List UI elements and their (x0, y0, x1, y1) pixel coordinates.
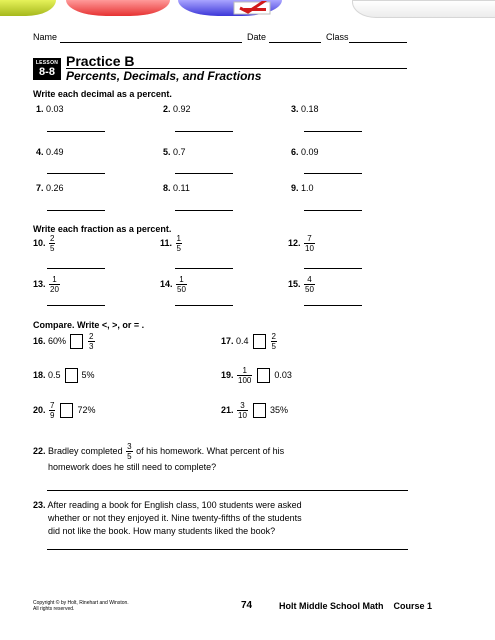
fraction: $\frac{7}{9}$ (50, 401, 55, 420)
check-mark-icon (226, 1, 282, 15)
answer-line-23[interactable] (47, 549, 408, 550)
compare-box[interactable] (253, 334, 266, 349)
item-13 (33, 275, 61, 294)
section3-instruction: Compare. Write <, >, or = . (33, 320, 145, 330)
answer-line-2[interactable] (175, 131, 233, 132)
item-8 (163, 183, 190, 193)
fraction: $\frac{1}{20}$ (50, 275, 59, 294)
item-number: 7. (36, 183, 44, 193)
item-16: 16. 60% $\frac{2}{3}$ (33, 332, 94, 351)
item-value: 0.03 (46, 104, 64, 114)
name-field-line[interactable] (60, 42, 242, 43)
item-19: 19. $\frac{1}{100}$ 0.03 (221, 366, 292, 385)
item-21: 21. $\frac{3}{10}$ 35% (221, 401, 288, 420)
item-number: 4. (36, 147, 44, 157)
item-number: 15. (288, 278, 301, 289)
item-number: 3. (291, 104, 299, 114)
answer-line-11[interactable] (175, 268, 233, 269)
item-number: 16. (33, 335, 46, 346)
answer-line-13[interactable] (47, 305, 105, 306)
problem-22-line1: 22. Bradley completed $\frac{3}{5}$ of his homework. What percent of his (33, 442, 285, 461)
copyright: Copyright © by Holt, Rinehart and Winston. All rights reserved. (33, 600, 129, 612)
item-number: 11. (160, 237, 173, 248)
item-number: 17. (221, 335, 234, 346)
fraction: $\frac{1}{100}$ (238, 366, 252, 385)
item-9 (291, 183, 314, 193)
compare-box[interactable] (253, 403, 266, 418)
answer-line-14[interactable] (175, 305, 233, 306)
item-value: 0.26 (46, 183, 64, 193)
item-number: 6. (291, 147, 299, 157)
item-number: 19. (221, 369, 234, 380)
answer-line-10[interactable] (47, 268, 105, 269)
item-3 (291, 104, 319, 114)
banner-white-tab (352, 0, 495, 18)
class-label: Class (326, 32, 349, 42)
item-18: 18. 0.5 5% (33, 368, 95, 383)
fraction: $\frac{2}{5}$ (50, 234, 55, 253)
item-number: 12. (288, 237, 301, 248)
answer-line-9[interactable] (304, 210, 362, 211)
page-subtitle: Percents, Decimals, and Fractions (66, 69, 262, 83)
item-number: 13. (33, 278, 46, 289)
date-label: Date (247, 32, 267, 42)
item-number: 9. (291, 183, 299, 193)
item-number: 14. (160, 278, 173, 289)
answer-line-4[interactable] (47, 173, 105, 174)
lesson-number: 8-8 (39, 66, 55, 78)
problem-23-line2: whether or not they enjoyed it. Nine twenty-fifths of the students (48, 513, 302, 523)
fraction: $\frac{2}{3}$ (89, 332, 94, 351)
lesson-tag (33, 58, 61, 80)
answer-line-1[interactable] (47, 131, 105, 132)
fraction: $\frac{1}{50}$ (177, 275, 186, 294)
item-number: 21. (221, 404, 234, 415)
answer-line-12[interactable] (304, 268, 362, 269)
item-10 (33, 234, 56, 253)
answer-line-5[interactable] (175, 173, 233, 174)
item-number: 8. (163, 183, 171, 193)
item-7 (36, 183, 64, 193)
fraction: $\frac{2}{5}$ (271, 332, 276, 351)
item-20: 20. $\frac{7}{9}$ 72% (33, 401, 96, 420)
item-value: 0.11 (173, 183, 190, 193)
answer-line-15[interactable] (304, 305, 362, 306)
page-number: 74 (241, 600, 253, 611)
answer-line-8[interactable] (175, 210, 233, 211)
item-6 (291, 147, 319, 157)
problem-23-line3: did not like the book. How many students liked the book? (48, 526, 276, 536)
compare-box[interactable] (257, 368, 270, 383)
answer-line-6[interactable] (304, 173, 362, 174)
name-label: Name (33, 32, 58, 42)
item-number: 5. (163, 147, 171, 157)
fraction: $\frac{4}{50}$ (305, 275, 314, 294)
item-17: 17. 0.4 $\frac{2}{5}$ (221, 332, 276, 351)
item-number: 10. (33, 237, 46, 248)
item-2 (163, 104, 191, 114)
item-4 (36, 147, 64, 157)
item-value: 0.92 (173, 104, 191, 114)
date-field-line[interactable] (269, 42, 321, 43)
item-11 (160, 234, 183, 253)
item-5 (163, 147, 186, 157)
fraction: $\frac{7}{10}$ (305, 234, 314, 253)
lesson-tag-label: LESSON (35, 60, 59, 66)
item-14 (160, 275, 188, 294)
book-title: Holt Middle School Math Course 1 (279, 601, 433, 611)
item-value: 0.18 (301, 104, 319, 114)
item-value: 0.09 (301, 147, 319, 157)
item-15 (288, 275, 316, 294)
item-12 (288, 234, 316, 253)
compare-box[interactable] (65, 368, 78, 383)
item-number: 1. (36, 104, 44, 114)
problem-22-line2: homework does he still need to complete? (48, 462, 217, 472)
class-field-line[interactable] (349, 42, 407, 43)
item-number: 18. (33, 369, 46, 380)
item-value: 0.49 (46, 147, 64, 157)
fraction: $\frac{3}{10}$ (238, 401, 247, 420)
item-1 (36, 104, 64, 114)
answer-line-7[interactable] (47, 210, 105, 211)
problem-23-line1: 23. After reading a book for English class, 100 students were asked (33, 500, 302, 510)
page-title: Practice B (66, 53, 135, 69)
answer-line-22[interactable] (47, 490, 408, 491)
answer-line-3[interactable] (304, 131, 362, 132)
item-value: 1.0 (301, 183, 314, 193)
banner-yellow-tab (0, 0, 56, 16)
fraction: $\frac{3}{5}$ (127, 442, 132, 461)
fraction: $\frac{1}{5}$ (176, 234, 181, 253)
item-number: 2. (163, 104, 171, 114)
banner-red-tab (66, 0, 170, 16)
item-value: 0.7 (173, 147, 186, 157)
section1-instruction: Write each decimal as a percent. (33, 89, 172, 99)
item-number: 20. (33, 404, 46, 415)
compare-box[interactable] (60, 403, 73, 418)
section2-instruction: Write each fraction as a percent. (33, 224, 172, 234)
compare-box[interactable] (70, 334, 83, 349)
